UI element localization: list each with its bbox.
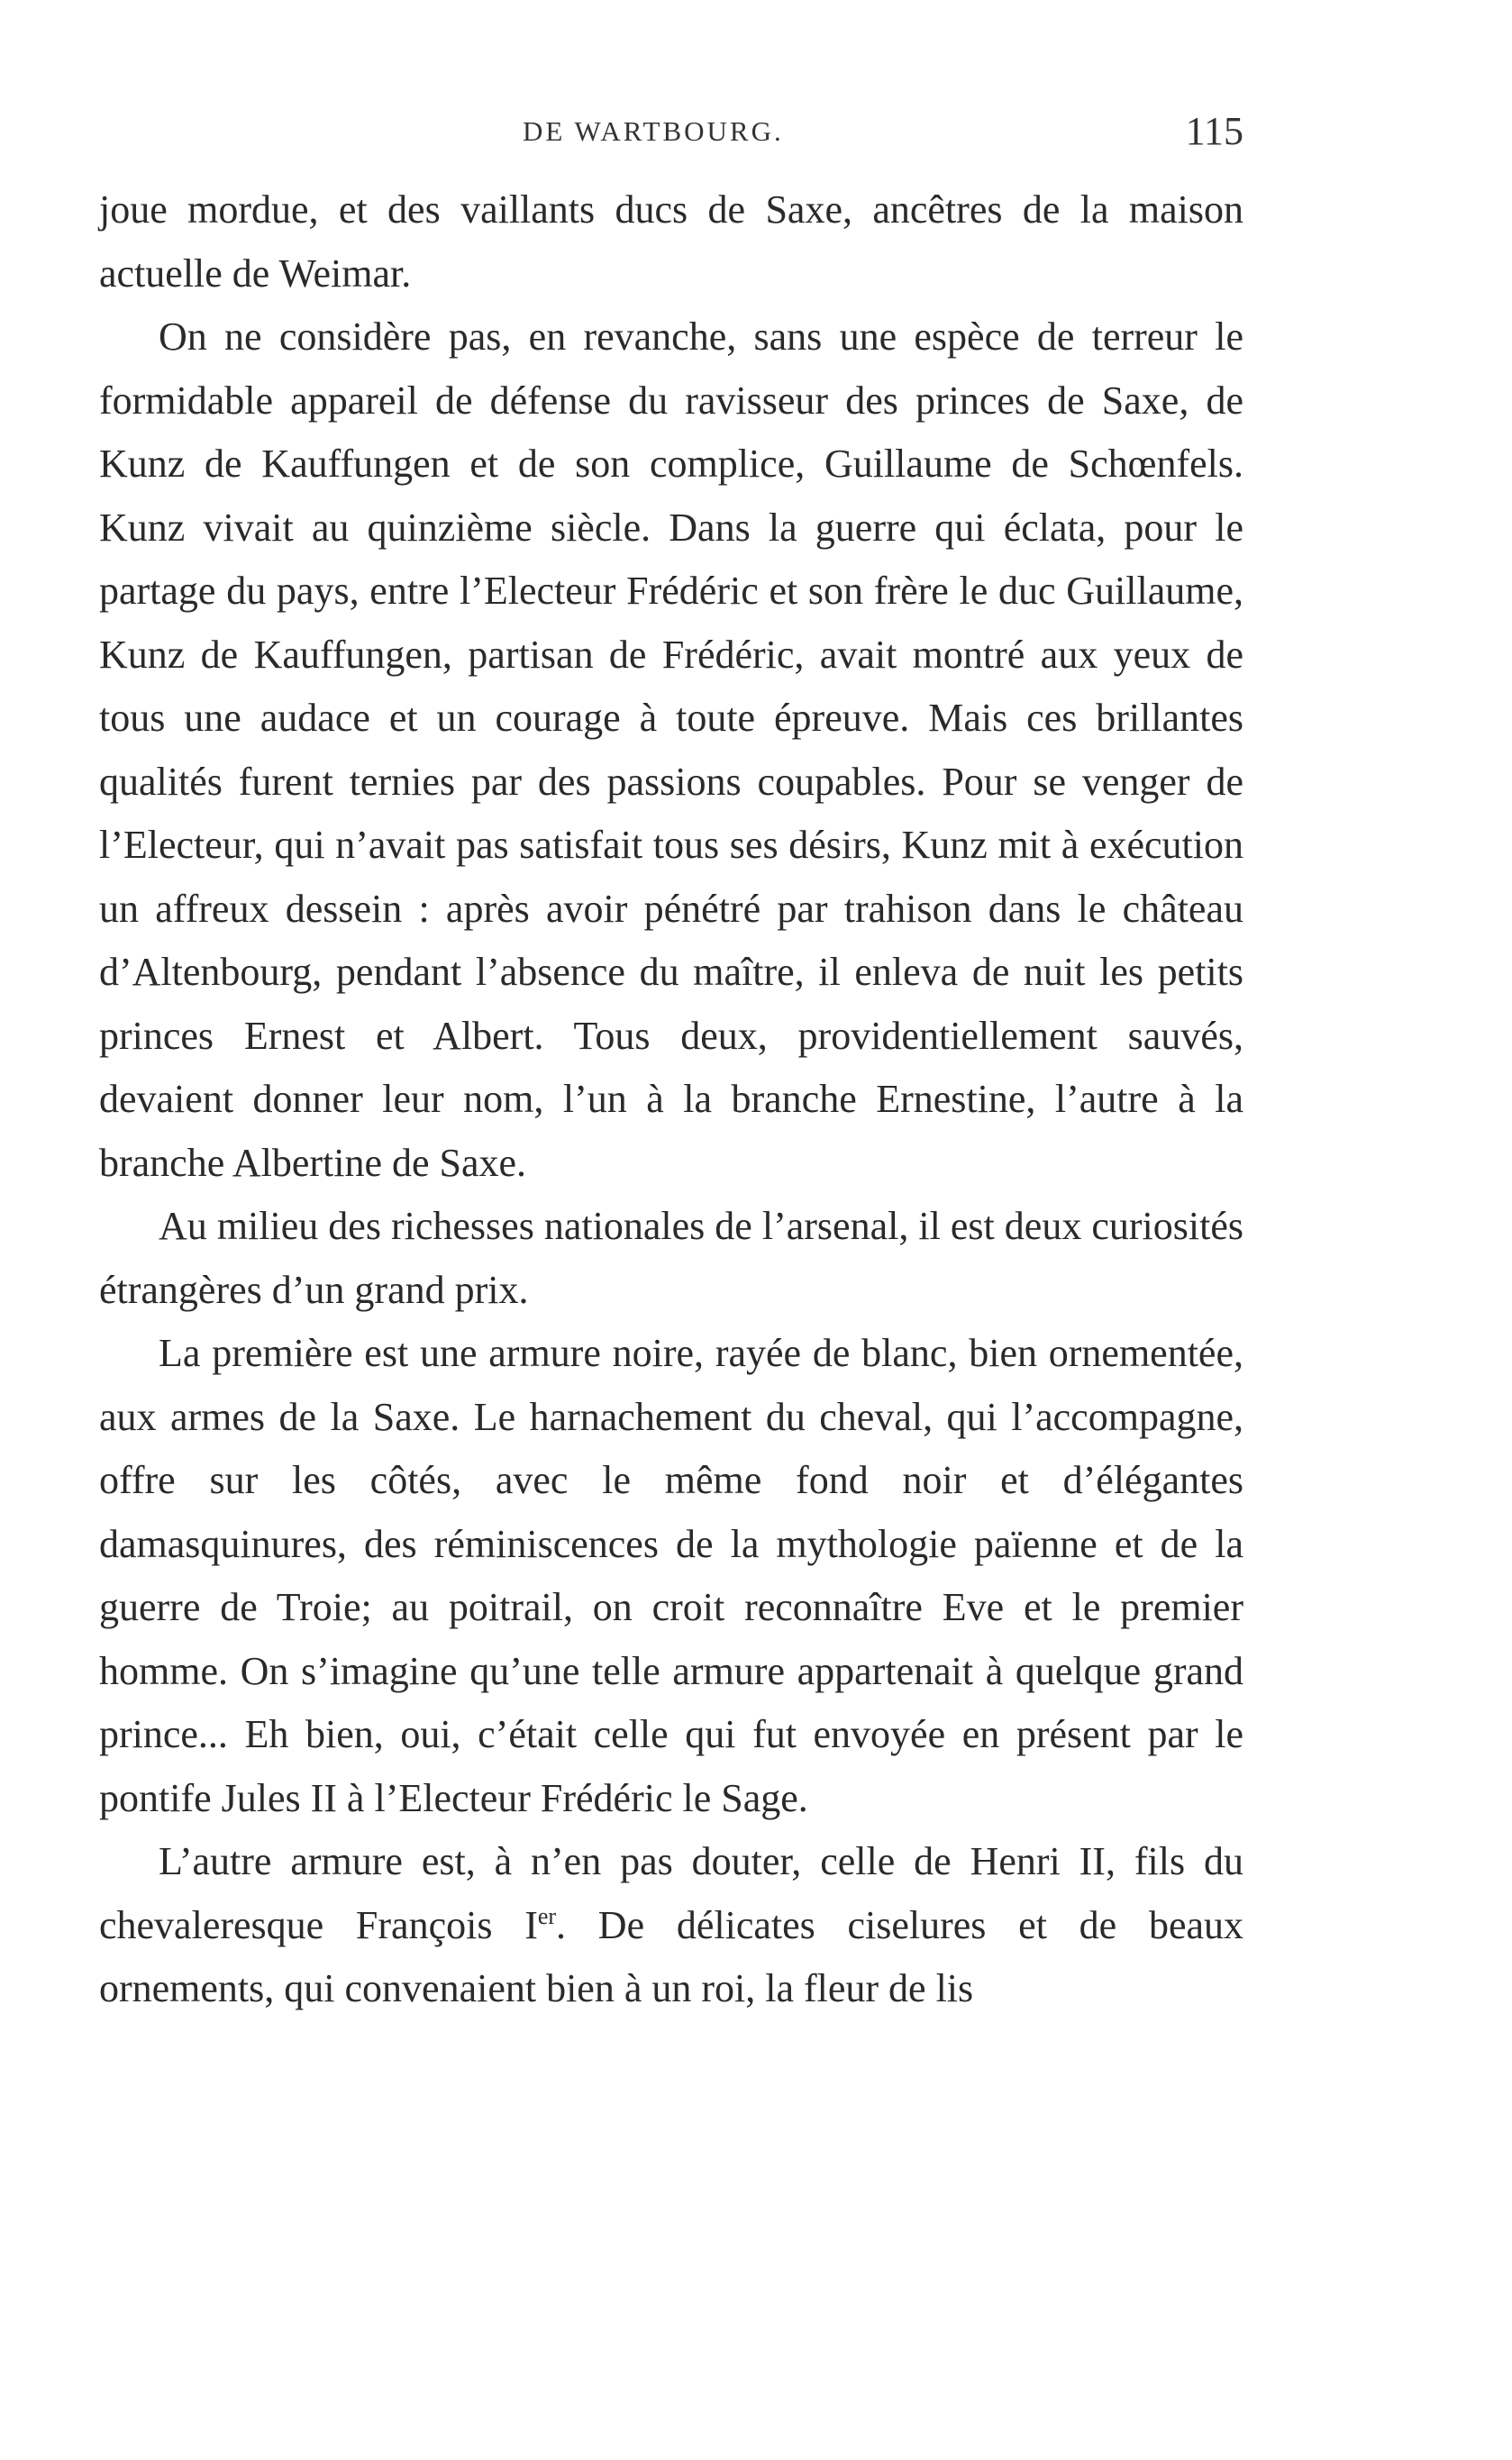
paragraph-5-text-before: L’autre armure est, à n’en pas douter, celle de Henri II, fils du chevaleresque François I [99,1839,1243,1947]
paragraph-1: joue mordue, et des vaillants ducs de Saxe, ancêtres de la maison actuelle de Weimar. [99,187,1243,296]
running-title: DE WARTBOURG. [523,115,784,147]
running-header [99,109,1243,178]
page-number: 115 [1185,109,1243,153]
book-page [99,109,1243,2021]
paragraph-5-text-after: . De délicates ciselures et de beaux ornements, qui convenaient bien à un roi, la fleur de lis [99,1902,1243,2010]
ordinal-superscript: er [537,1902,557,1929]
paragraph-5 [99,1830,1243,2021]
body-text [99,178,1243,2021]
paragraph-2: On ne considère pas, en revanche, sans une espèce de terreur le formidable appareil de défense du ravisseur des princes de Saxe, de Kunz de Kauffungen et de son complice, Guillaume de Schœnfels. Kunz vivait au quinzième siècle. Dans la guerre qui éclata, pour le partage du pays, entre l’Electeur Frédéric et son frère le duc Guillaume, Kunz de Kauffungen, partisan de Frédéric, avait montré aux yeux de tous une audace et un courage à toute épreuve. Mais ces brillantes qualités furent ternies par des passions coupables. Pour se venger de l’Electeur, qui n’avait pas satisfait tous ses désirs, Kunz mit à exécution un affreux dessein : après avoir pénétré par trahison dans le château d’Altenbourg, pendant l’absence du maître, il enleva de nuit les petits princes Ernest et Albert. Tous deux, providentiellement sauvés, devaient donner leur nom, l’un à la branche Ernestine, l’autre à la branche Albertine de Saxe. [99,314,1243,1185]
paragraph-4: La première est une armure noire, rayée de blanc, bien ornementée, aux armes de la Saxe. Le harnachement du cheval, qui l’accompagne, offre sur les côtés, avec le même fond noir et d’élégantes damasquinures, des réminiscences de la mythologie païenne et de la guerre de Troie; au poitrail, on croit reconnaître Eve et le premier homme. On s’imagine qu’une telle armure appartenait à quelque grand prince... Eh bien, oui, c’était celle qui fut envoyée en présent par le pontife Jules II à l’Electeur Frédéric le Sage. [99,1331,1243,1820]
paragraph-3: Au milieu des richesses nationales de l’arsenal, il est deux curiosités étrangères d’un grand prix. [99,1204,1243,1312]
